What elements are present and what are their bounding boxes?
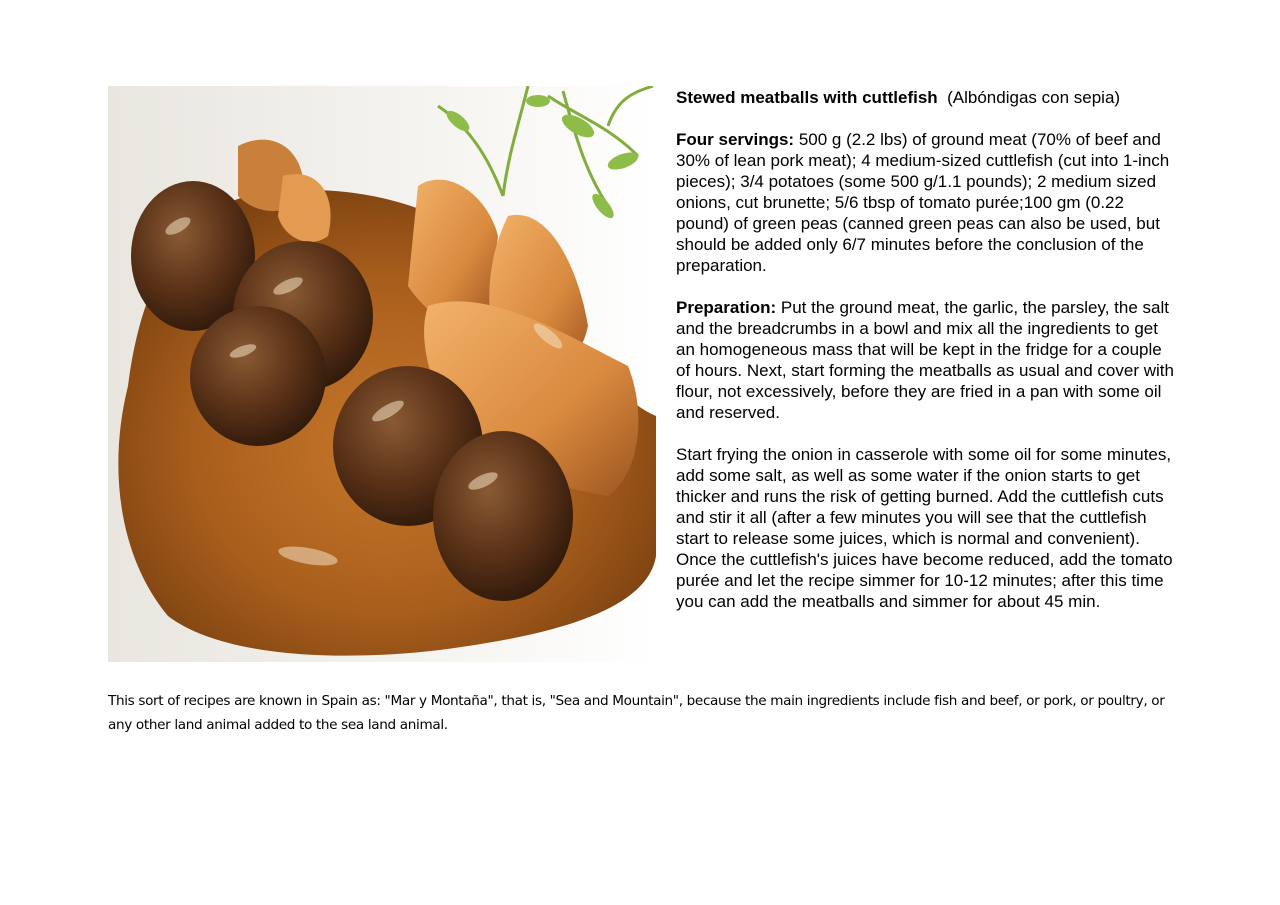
frying-paragraph	[676, 444, 1180, 612]
servings-text: 500 g (2.2 lbs) of ground meat (70% of beef and 30% of lean pork meat); 4 medium-sized cuttlefish (cut into 1-inch pieces); 3/4 potatoes (some 500 g/1.1 pounds); 2 medium sized onions, cut brunette; 5/6 tbsp of tomato purée;100 gm (0.22 pound) of green peas (canned green peas can also be used, but should be added only 6/7 minutes before the conclusion of the preparation.	[676, 130, 1170, 275]
frying-text: Start frying the onion in casserole with some oil for some minutes, add some salt, as well as some water if the onion starts to get thicker and runs the risk of getting burned. Add the cuttlefish cuts and stir it all (after a few minutes you will see that the cuttlefish start to release some juices, which is normal and convenient). Once the cuttlefish's juices have become reduced, add the tomato purée and let the recipe simmer for 10-12 minutes; after this time you can add the meatballs and simmer for about 45 min.	[676, 445, 1173, 611]
preparation-text: Put the ground meat, the garlic, the parsley, the salt and the breadcrumbs in a bowl and mix all the ingredients to get an homogeneous mass that will be kept in the fridge for a couple of hours. Next, start forming the meatballs as usual and cover with flour, not excessively, before they are fried in a pan with some oil and reserved.	[676, 298, 1174, 422]
recipe-heading	[676, 87, 1180, 108]
recipe-subtitle: (Albóndigas con sepia)	[947, 88, 1121, 107]
meatballs-dish-icon	[108, 86, 656, 662]
dish-photo	[108, 86, 656, 662]
recipe-text	[676, 87, 1180, 633]
preparation-paragraph	[676, 297, 1180, 423]
servings-label: Four servings:	[676, 130, 795, 149]
preparation-label: Preparation:	[676, 298, 777, 317]
recipe-title: Stewed meatballs with cuttlefish	[676, 88, 938, 107]
servings-paragraph	[676, 129, 1180, 276]
footnote: This sort of recipes are known in Spain as: "Mar y Montaña", that is, "Sea and Mountain", because the main ingredients include fish and beef, or pork, or poultry, or any other land animal added to the sea land animal.	[108, 693, 1165, 733]
